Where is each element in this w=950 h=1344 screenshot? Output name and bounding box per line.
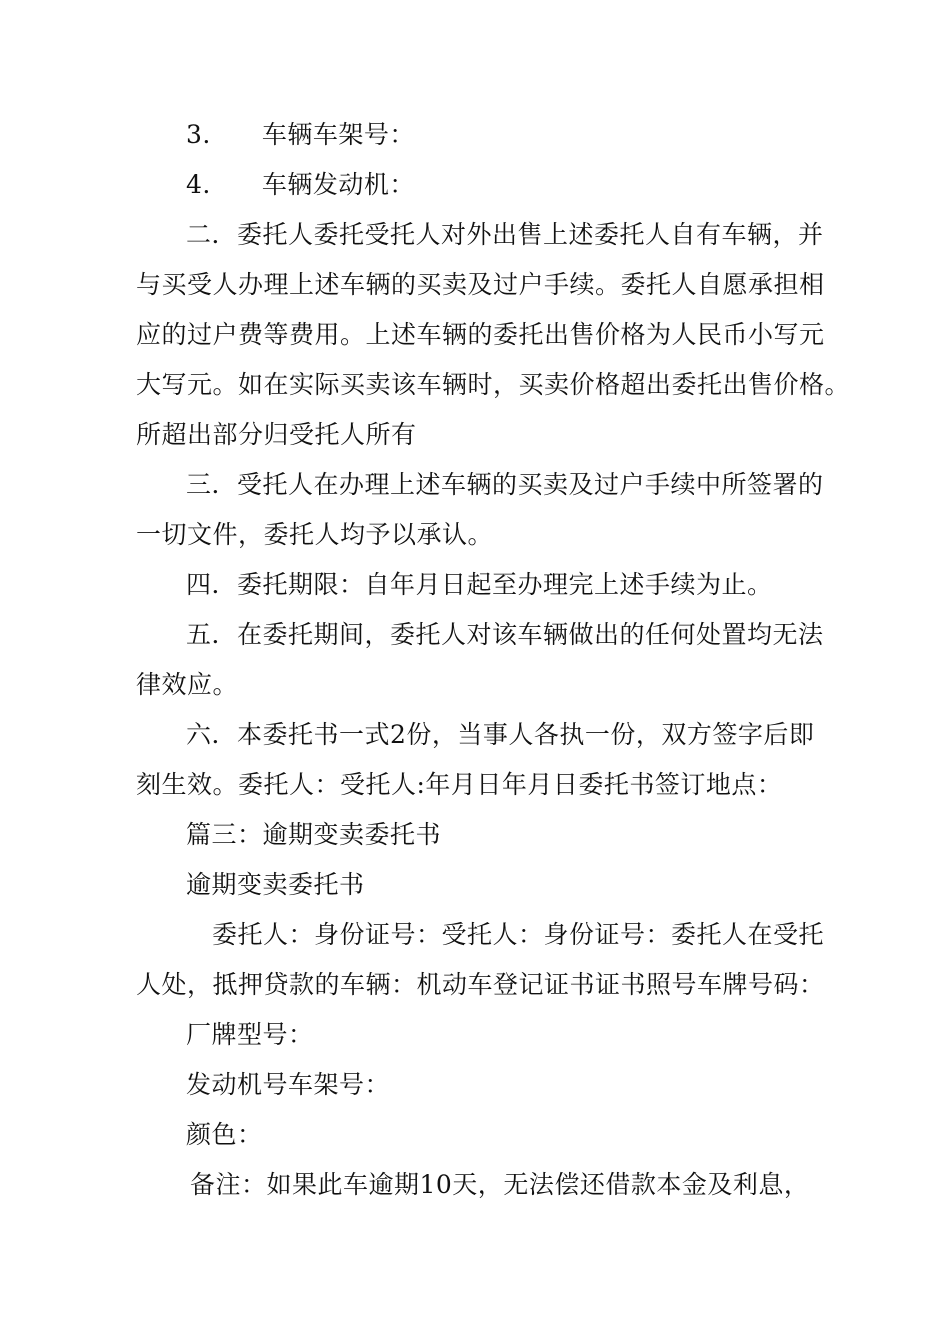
text-line: 委托人：身份证号：受托人：身份证号：委托人在受托 bbox=[212, 920, 825, 949]
text-line: 四．委托期限：自年月日起至办理完上述手续为止。 bbox=[186, 570, 773, 599]
text-line: 律效应。 bbox=[136, 670, 239, 699]
text-line: 厂牌型号： bbox=[186, 1020, 314, 1049]
text-line: 所超出部分归受托人所有 bbox=[136, 420, 417, 449]
text-line: 大写元。如在实际买卖该车辆时，买卖价格超出委托出售价格。 bbox=[136, 370, 851, 399]
text-line: 与买受人办理上述车辆的买卖及过户手续。委托人自愿承担相 bbox=[136, 270, 825, 299]
text-line: 六．本委托书一式2份，当事人各执一份，双方签字后即 bbox=[186, 720, 815, 749]
text-line: 五．在委托期间，委托人对该车辆做出的任何处置均无法 bbox=[186, 620, 824, 649]
text-line: 二．委托人委托受托人对外出售上述委托人自有车辆，并 bbox=[186, 220, 824, 249]
text-line: 刻生效。委托人：受托人:年月日年月日委托书签订地点： bbox=[136, 770, 783, 799]
text-line: 备注：如果此车逾期10天，无法偿还借款本金及利息， bbox=[190, 1170, 810, 1199]
text-line: 3. 车辆车架号： bbox=[186, 120, 415, 149]
text-line: 应的过户费等费用。上述车辆的委托出售价格为人民币小写元 bbox=[136, 320, 825, 349]
document-title: 逾期变卖委托书 bbox=[186, 870, 365, 899]
text-line: 发动机号车架号： bbox=[186, 1070, 391, 1099]
section-heading: 篇三：逾期变卖委托书 bbox=[186, 820, 442, 849]
text-line: 人处，抵押贷款的车辆：机动车登记证书证书照号车牌号码： bbox=[136, 970, 825, 999]
text-line: 4. 车辆发动机： bbox=[186, 170, 415, 199]
text-line: 颜色： bbox=[186, 1120, 263, 1149]
text-line: 三．受托人在办理上述车辆的买卖及过户手续中所签署的 bbox=[186, 470, 824, 499]
text-line: 一切文件，委托人均予以承认。 bbox=[136, 520, 494, 549]
